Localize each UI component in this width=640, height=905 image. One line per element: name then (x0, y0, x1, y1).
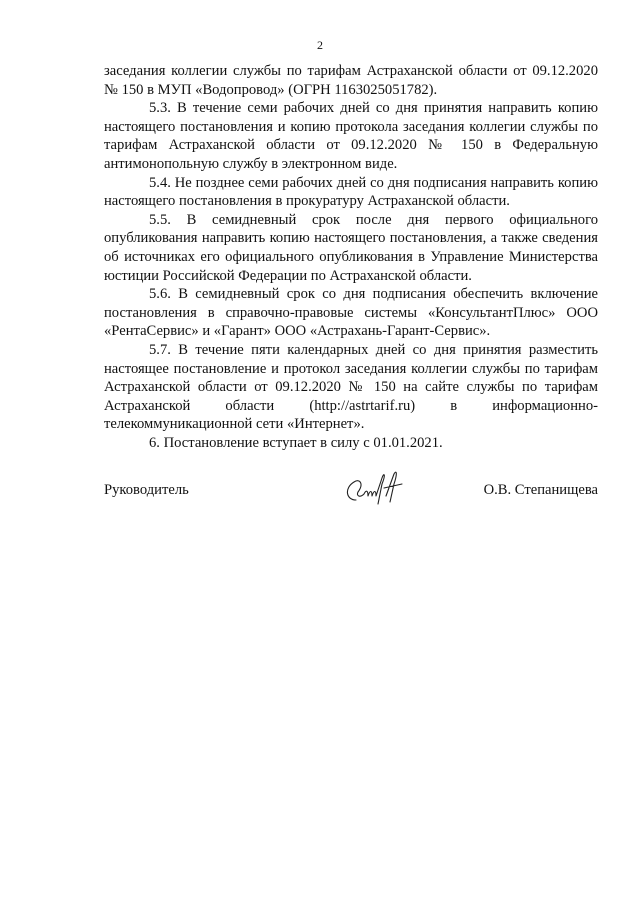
paragraph-5-3: 5.3. В течение семи рабочих дней со дня принятия направить копию настоящего постановления и копию протокола заседания коллегии службы по тарифам Астраханской области от 09.12.2020 № 150 в Федеральную антимонопольную службу в электронном виде. (104, 100, 598, 172)
signature-block (104, 470, 598, 510)
signatory-name: О.В. Степанищева (483, 482, 598, 498)
paragraph-5-4: 5.4. Не позднее семи рабочих дней со дня подписания направить копию настоящего постановления в прокуратуру Астраханской области. (104, 174, 598, 210)
paragraph-5-7: 5.7. В течение пяти календарных дней со дня принятия разместить настоящее постановление и протокол заседания коллегии службы по тарифам Астраханской области от 09.12.2020 № 150 на сайте службы по тарифам Астраханской области (http://astrtarif.ru) в информационно-телекоммуникационной сети «Интернет». (104, 341, 598, 433)
paragraph-5-5: 5.5. В семидневный срок после дня первого официального опубликования направить копию настоящего постановления, а также сведения об источниках его официального опубликования в Управление Министерства юстиции Российской Федерации по Астраханской области. (104, 211, 598, 284)
paragraph-6: 6. Постановление вступает в силу с 01.01.2021. (149, 434, 443, 451)
paragraph-continuation: заседания коллегии службы по тарифам Астраханской области от 09.12.2020 № 150 в МУП «Водопровод» (ОГРН 1163025051782). (104, 63, 598, 98)
document-body (104, 62, 598, 452)
signatory-title: Руководитель (104, 482, 189, 498)
handwritten-signature (342, 470, 412, 506)
paragraph-5-6: 5.6. В семидневный срок со дня подписания обеспечить включение постановления в справочно-правовые системы «КонсультантПлюс» ООО «РентаСервис» и «Гарант» ООО «Астрахань-Гарант-Сервис». (104, 286, 598, 340)
page-number: 2 (317, 38, 323, 52)
